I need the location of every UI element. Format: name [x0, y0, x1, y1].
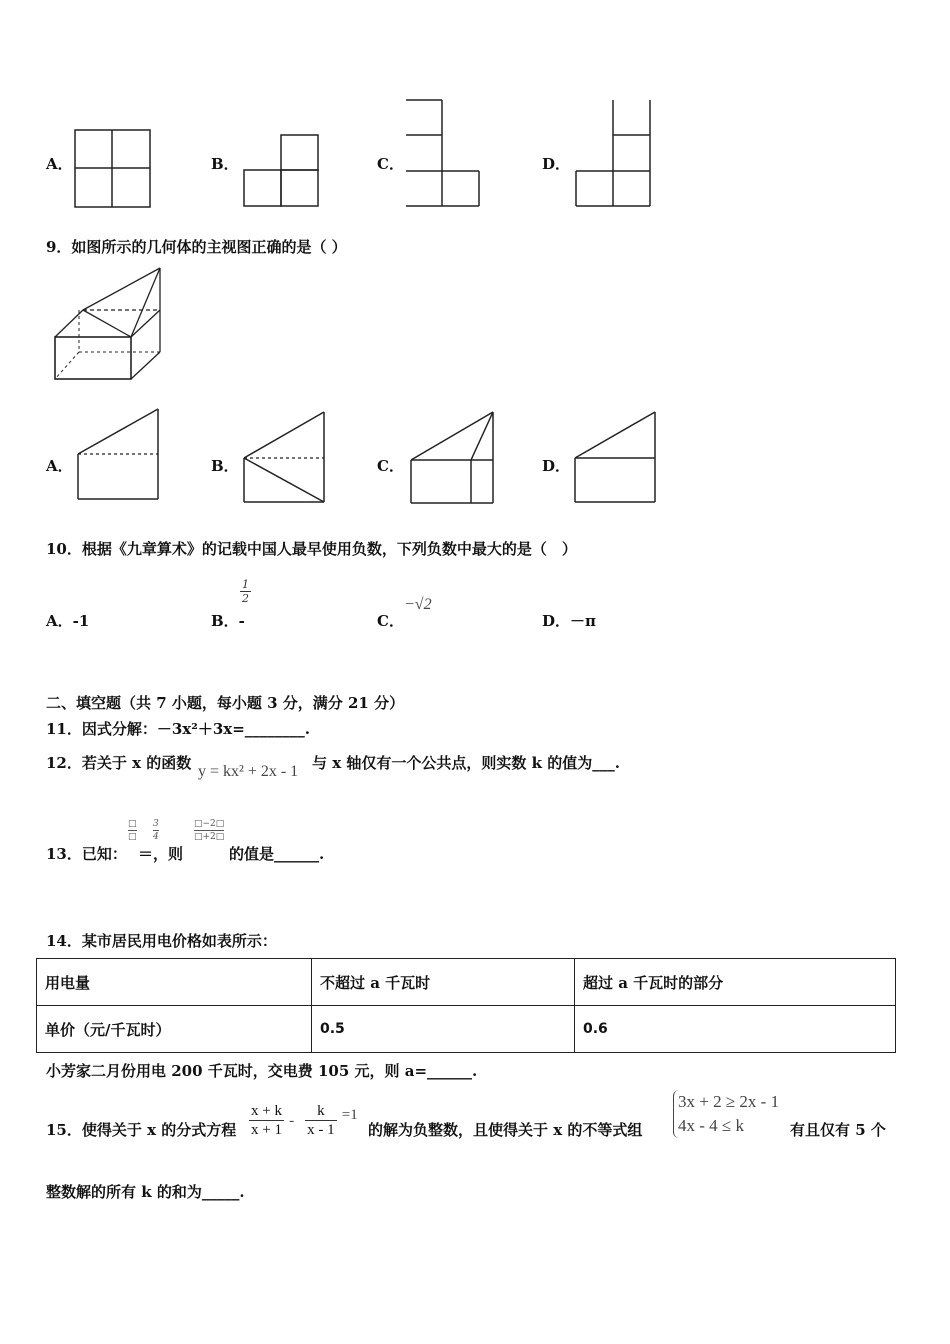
q10-question-text: 10．根据《九章算术》的记载中国人最早使用负数，下列负数中最大的是（ ） — [46, 540, 577, 558]
q15-line-2: 整数解的所有 k 的和为_____. — [46, 1183, 245, 1201]
q8-option-a-figure — [74, 129, 152, 209]
q14-question-text: 14．某市居民用电价格如表所示： — [46, 932, 277, 950]
q10-option-d: D．－π — [542, 612, 596, 630]
q15-equals-one: =1 — [341, 1107, 358, 1123]
table-row — [37, 1006, 896, 1053]
q15-f2-num: k — [305, 1102, 337, 1121]
q9-option-d-figure — [573, 410, 659, 506]
table-header-cell: 不超过 a 千瓦时 — [312, 959, 575, 1006]
q9-option-b-figure — [242, 410, 328, 506]
q15-equation — [249, 1102, 358, 1139]
q15-fraction-1 — [249, 1102, 284, 1139]
q9-option-a-figure — [76, 407, 162, 503]
table-header-cell: 用电量 — [37, 959, 312, 1006]
q13-frac3-num: □−2□ — [194, 819, 225, 829]
q9-option-a-label: A． — [46, 457, 73, 475]
table-cell: 0.5 — [312, 1006, 575, 1053]
q13-frac1-num: □ — [128, 819, 137, 829]
q10-option-c-value: −√2 — [404, 596, 432, 613]
q13-fraction-1 — [128, 818, 137, 843]
q8-option-d-figure — [574, 99, 654, 209]
q11-text: 11．因式分解：－3x²＋3x=________. — [46, 720, 310, 738]
q9-question-text: 9．如图所示的几何体的主视图正确的是（ ） — [46, 238, 347, 256]
q13-equals: ＝，则 — [138, 845, 184, 863]
q8-option-b-label: B． — [211, 155, 239, 173]
section-2-title: 二、填空题（共 7 小题，每小题 3 分，满分 21 分） — [46, 694, 405, 712]
price-table — [36, 958, 896, 1053]
q15-f2-den: x - 1 — [307, 1122, 335, 1138]
q14-after-text: 小芳家二月份用电 200 千瓦时，交电费 105 元，则 a=______. — [46, 1062, 478, 1080]
q13-suffix: 的值是______. — [229, 845, 325, 863]
q9-option-b-label: B． — [211, 457, 239, 475]
q15-fraction-2 — [305, 1102, 337, 1139]
q15-minus: - — [289, 1113, 295, 1129]
q10-b-numerator: 1 — [242, 578, 249, 591]
q15-prefix: 15．使得关于 x 的分式方程 — [46, 1121, 237, 1139]
q15-inequality-1: 3x + 2 ≥ 2x - 1 — [678, 1092, 780, 1111]
q8-option-a-label: A． — [46, 155, 73, 173]
table-row-label: 单价（元/千瓦时） — [37, 1006, 312, 1053]
q9-solid-figure — [52, 266, 167, 384]
q15-inequality-system — [673, 1090, 779, 1138]
table-header-row — [37, 959, 896, 1006]
q13-frac2-num: 3 — [153, 819, 159, 829]
q10-option-c: C． — [377, 612, 404, 630]
q10-option-b: B．- — [211, 612, 245, 630]
q13-prefix: 13．已知： — [46, 845, 127, 863]
q13-fraction-3 — [194, 818, 224, 843]
q13-frac3-den: □+2□ — [194, 832, 225, 842]
q9-option-c-figure — [408, 410, 498, 506]
q10-b-denominator: 2 — [242, 592, 249, 605]
q10-option-a: A．-1 — [46, 612, 90, 630]
table-cell: 0.6 — [575, 1006, 896, 1053]
q13-frac1-den: □ — [128, 832, 137, 842]
q8-option-d-label: D． — [542, 155, 571, 173]
q15-middle: 的解为负整数，且使得关于 x 的不等式组 — [368, 1121, 643, 1139]
q12-formula: y = kx² + 2x - 1 — [198, 763, 299, 780]
q15-suffix: 有且仅有 5 个 — [790, 1121, 886, 1139]
table-header-cell: 超过 a 千瓦时的部分 — [575, 959, 896, 1006]
q13-fraction-2 — [153, 818, 159, 843]
q12-prefix: 12．若关于 x 的函数 — [46, 754, 192, 772]
q15-inequality-2: 4x - 4 ≤ k — [678, 1116, 744, 1135]
q8-option-b-figure — [242, 133, 322, 209]
q8-option-c-label: C． — [377, 155, 404, 173]
q10-option-b-fraction — [240, 578, 251, 605]
q8-option-c-figure — [404, 99, 484, 209]
q12-suffix: 与 x 轴仅有一个公共点，则实数 k 的值为___. — [312, 754, 620, 772]
q9-option-d-label: D． — [542, 457, 571, 475]
q9-option-c-label: C． — [377, 457, 404, 475]
q15-f1-den: x + 1 — [251, 1122, 282, 1138]
q13-frac2-den: 4 — [153, 832, 159, 842]
q15-f1-num: x + k — [251, 1103, 282, 1119]
